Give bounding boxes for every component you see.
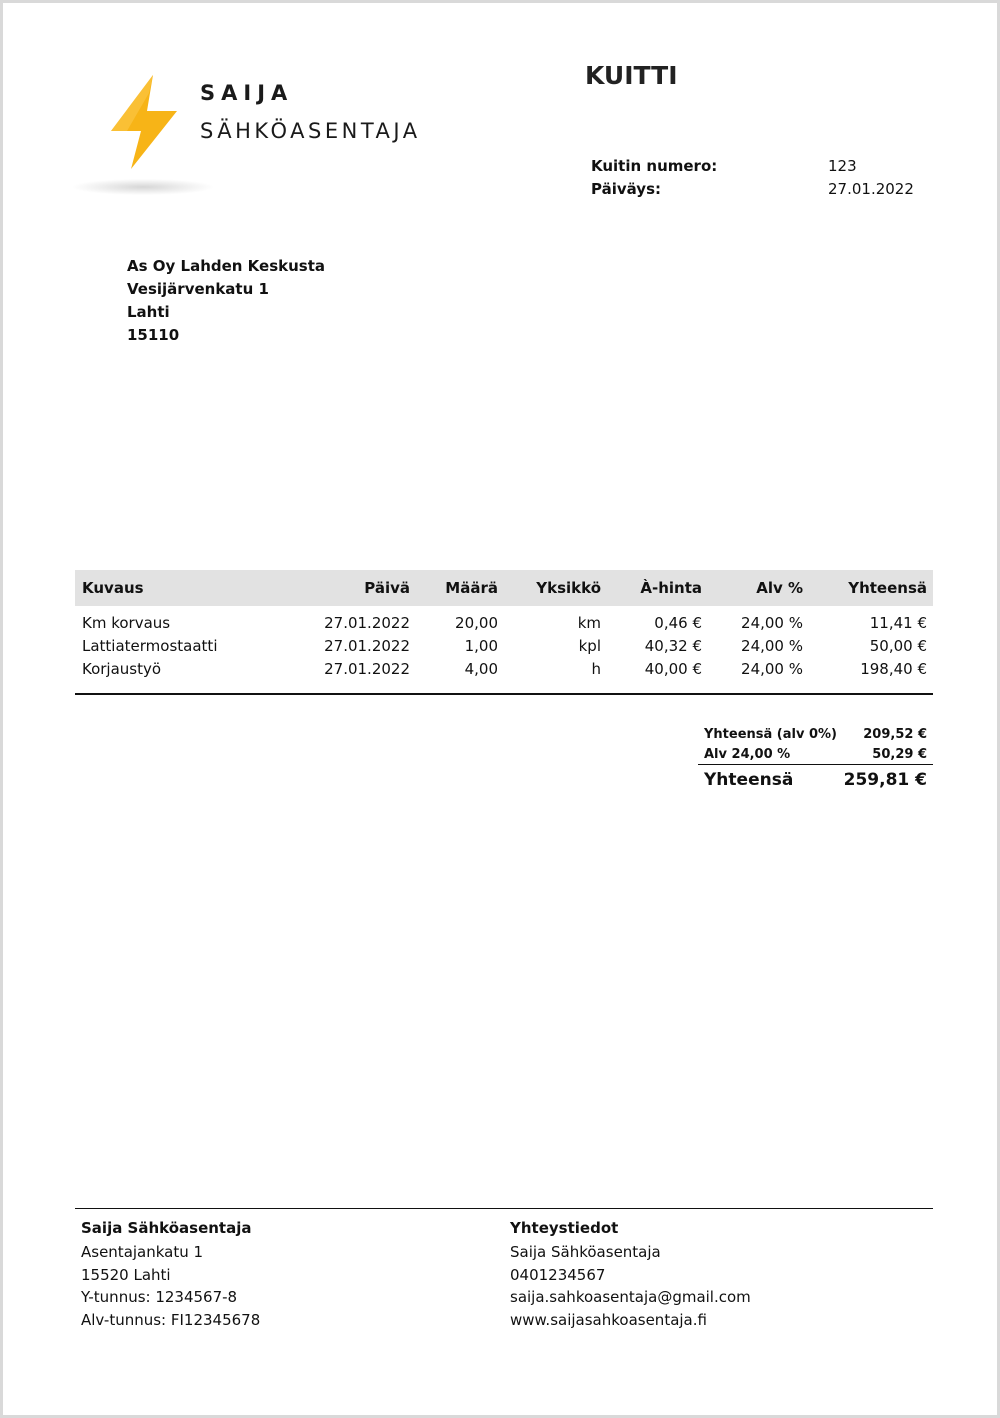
column-header-unit-price: À-hinta (640, 579, 702, 597)
recipient-postal-code: 15110 (127, 326, 180, 344)
footer-business-id: Y-tunnus: 1234567-8 (81, 1288, 238, 1306)
net-total-value: 209,52 € (863, 727, 927, 742)
receipt-number-value: 123 (828, 157, 857, 175)
footer-contact-phone: 0401234567 (510, 1266, 606, 1284)
grand-total-label: Yhteensä (704, 770, 794, 790)
cell-quantity: 20,00 (455, 614, 498, 632)
cell-date: 27.01.2022 (324, 660, 410, 678)
footer-company-street: Asentajankatu 1 (81, 1243, 204, 1261)
cell-total: 198,40 € (860, 660, 927, 678)
vat-total-value: 50,29 € (872, 747, 927, 762)
lightning-bolt-icon (103, 73, 183, 173)
receipt-number-label: Kuitin numero: (591, 157, 718, 175)
cell-unit-price: 40,32 € (644, 637, 702, 655)
cell-unit-price: 40,00 € (644, 660, 702, 678)
totals-divider (698, 764, 933, 765)
column-header-total: Yhteensä (848, 579, 927, 597)
cell-unit: kpl (578, 637, 601, 655)
logo-name: SAIJA (200, 81, 294, 105)
table-bottom-divider (75, 693, 933, 695)
cell-total: 50,00 € (869, 637, 927, 655)
recipient-street: Vesijärvenkatu 1 (127, 280, 269, 298)
cell-unit-price: 0,46 € (654, 614, 702, 632)
table-header (75, 570, 933, 606)
footer-divider (75, 1208, 933, 1209)
footer-contact-website[interactable]: www.saijasahkoasentaja.fi (510, 1311, 707, 1329)
cell-description: Lattiatermostaatti (82, 637, 218, 655)
cell-unit: h (591, 660, 601, 678)
cell-unit: km (577, 614, 601, 632)
footer-vat-id: Alv-tunnus: FI12345678 (81, 1311, 261, 1329)
date-value: 27.01.2022 (828, 180, 914, 198)
cell-vat: 24,00 % (741, 637, 803, 655)
column-header-vat: Alv % (756, 579, 803, 597)
cell-date: 27.01.2022 (324, 614, 410, 632)
cell-vat: 24,00 % (741, 614, 803, 632)
footer-company-name: Saija Sähköasentaja (81, 1219, 252, 1237)
footer-company-city: 15520 Lahti (81, 1266, 171, 1284)
logo-shadow (73, 179, 213, 195)
date-label: Päiväys: (591, 180, 661, 198)
cell-quantity: 1,00 (464, 637, 498, 655)
recipient-city: Lahti (127, 303, 170, 321)
column-header-unit: Yksikkö (536, 579, 601, 597)
cell-description: Km korvaus (82, 614, 171, 632)
net-total-label: Yhteensä (alv 0%) (704, 727, 837, 742)
cell-quantity: 4,00 (464, 660, 498, 678)
footer-contact-email[interactable]: saija.sahkoasentaja@gmail.com (510, 1288, 751, 1306)
footer-contact-name: Saija Sähköasentaja (510, 1243, 661, 1261)
column-header-date: Päivä (364, 579, 410, 597)
vat-total-label: Alv 24,00 % (704, 747, 791, 762)
cell-total: 11,41 € (869, 614, 927, 632)
footer-contact-heading: Yhteystiedot (510, 1219, 619, 1237)
column-header-description: Kuvaus (82, 579, 144, 597)
cell-date: 27.01.2022 (324, 637, 410, 655)
cell-vat: 24,00 % (741, 660, 803, 678)
recipient-name: As Oy Lahden Keskusta (127, 257, 326, 275)
column-header-quantity: Määrä (445, 579, 498, 597)
cell-description: Korjaustyö (82, 660, 162, 678)
document-title: KUITTI (585, 61, 678, 90)
logo-subtitle: SÄHKÖASENTAJA (200, 119, 421, 143)
grand-total-value: 259,81 € (843, 770, 927, 790)
